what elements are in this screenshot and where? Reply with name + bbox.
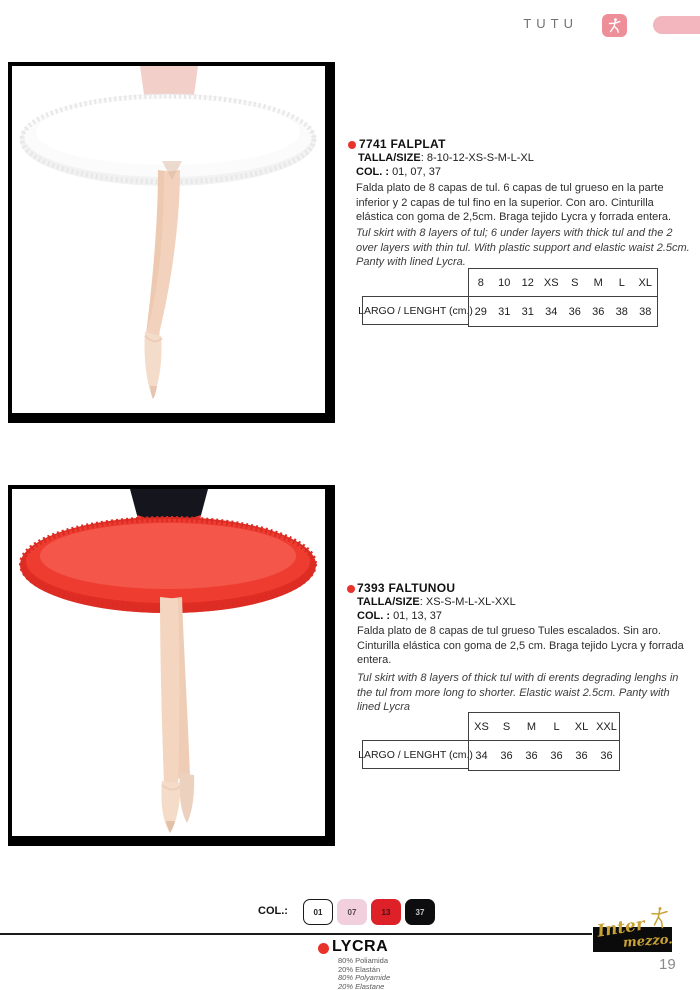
- size-table-header-row: 8 10 12 XS S M L XL: [362, 268, 658, 296]
- footer-divider: [0, 933, 592, 935]
- size-table-7741: [358, 268, 658, 327]
- color-swatch-37: 37: [405, 899, 435, 925]
- col-label: COL. :: [356, 166, 389, 178]
- intermezzo-logo-text-2: mezzo.: [622, 932, 674, 951]
- header-accent-bar: [653, 16, 700, 34]
- row-label: LARGO / LENGHT (cm.): [362, 740, 468, 769]
- intermezzo-dancer-icon: [648, 906, 670, 935]
- comp-line: 80% Polyamide: [338, 973, 391, 982]
- page-number: 19: [659, 956, 676, 973]
- size-values: 8-10-12-XS-S-M-L-XL: [426, 152, 534, 164]
- product-photo-white-tutu: [12, 66, 325, 413]
- size-table-header-row: XS S M L XL XXL: [362, 712, 620, 740]
- product-photo-frame-7393: [8, 485, 335, 846]
- description-spanish: Falda plato de 8 capas de tul grueso Tules escalados. Sin aro. Cinturilla elástica con goma de 2,5 cm. Braga tejido Lycra y forrada entera.: [357, 625, 684, 666]
- product-photo-frame-7741: [8, 62, 335, 423]
- lycra-bullet-icon: [318, 943, 329, 954]
- description-english: Tul skirt with 8 layers of tul; 6 under layers with thick tul and the 2 over layers with thin tul. With plastic support and elastic waist 2.5cm. Panty with lined Lycra.: [356, 227, 690, 268]
- product-bullet-icon: [347, 585, 355, 593]
- color-swatch-13: 13: [371, 899, 401, 925]
- color-swatch-01: 01: [303, 899, 333, 925]
- product-title: 7393 FALTUNOU: [357, 581, 456, 595]
- product-size-line: TALLA/SIZE: XS-S-M-L-XL-XXL: [357, 596, 516, 608]
- col-values: 01, 13, 37: [393, 610, 442, 622]
- size-table-value-row: LARGO / LENGHT (cm.) 29 31 31 34 36 36 38 38: [362, 296, 658, 327]
- col-values: 01, 07, 37: [392, 166, 441, 178]
- footer-col-label: COL.:: [258, 905, 288, 917]
- size-values: XS-S-M-L-XL-XXL: [425, 596, 516, 608]
- product-bullet-icon: [348, 141, 356, 149]
- size-label: TALLA/SIZE: [357, 596, 420, 608]
- row-label: LARGO / LENGHT (cm.): [362, 296, 468, 325]
- description-spanish: Falda plato de 8 capas de tul. 6 capas de tul grueso en la parte inferior y 2 capas de tul fino en la superior. Con aro. Cinturilla elástica con goma de 2,5cm. Braga tejido Lycra y forrada entera.: [356, 182, 672, 223]
- size-label: TALLA/SIZE: [358, 152, 421, 164]
- size-table-value-row: LARGO / LENGHT (cm.) 34 36 36 36 36 36: [362, 740, 620, 771]
- color-swatch-07: 07: [337, 899, 367, 925]
- comp-line: 80% Poliamida: [338, 956, 389, 965]
- fabric-composition: [338, 957, 390, 990]
- page-title: TUTU: [523, 16, 578, 31]
- size-table-7393: [358, 712, 620, 771]
- product-title: 7741 FALPLAT: [359, 137, 446, 151]
- dancer-icon: [602, 14, 627, 37]
- comp-line: 20% Elastane: [338, 981, 385, 990]
- lycra-logo: LYCRA: [332, 938, 389, 955]
- product-col-line: [357, 610, 442, 622]
- product-col-line: [356, 166, 441, 178]
- product-size-line: TALLA/SIZE: 8-10-12-XS-S-M-L-XL: [358, 152, 534, 164]
- comp-line: 20% Elastán: [338, 964, 381, 974]
- description-english: Tul skirt with 8 layers of thick tul with di erents degrading lenghs in the tul from more long to shorter. Elastic waist 2.5cm. Panty with lined Lycra: [357, 672, 679, 713]
- col-label: COL. :: [357, 610, 390, 622]
- intermezzo-logo-text-1: Inter: [595, 914, 647, 942]
- product-photo-red-tutu: [12, 489, 325, 836]
